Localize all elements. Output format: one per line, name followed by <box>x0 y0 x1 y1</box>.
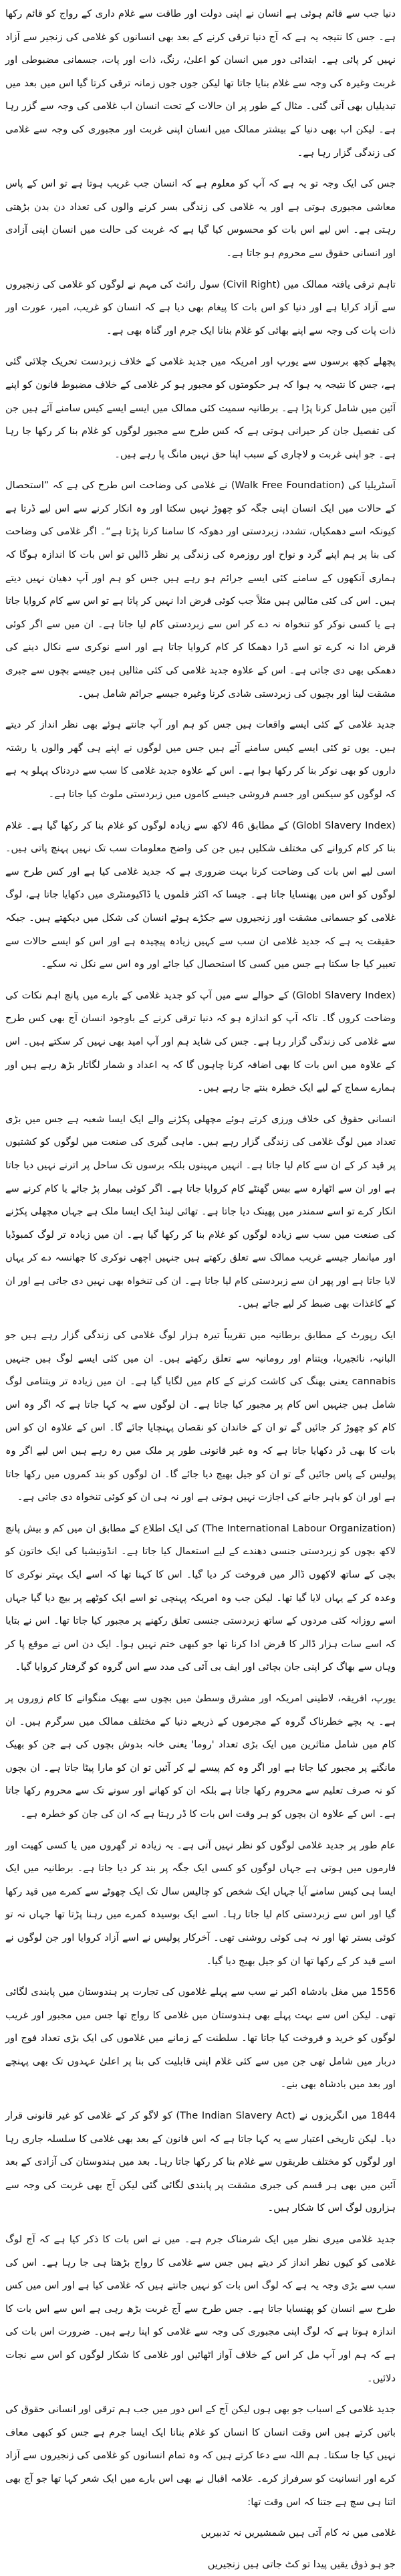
paragraph-five-points: (Globl Slavery Index) کے حوالے سے میں آپ کو جدید غلامی کے بارے میں پانچ اہم نکات کی وضاحت کروں گا۔ تاکہ آپ کو اندازہ ہو کہ دنیا ترقی کرنے کے باوجود انسان آج بھی کس طرح سے غلامی کی زندگی گزار رہا ہے۔ جس کی شاید ہم اور آپ امید بھی نہیں کر سکتے ہیں۔ اس کے علاوہ میں اس بات کا بھی اضافہ کرنا چاہوں گا کہ یہ اعداد و شمار لگاتار بڑھ رہے ہیں اور ہمارے سماج کے لیے ایک خطرہ بنتے جا رہے ہیں۔ <box>5 989 396 1094</box>
paragraph-poverty: جس کی ایک وجہ تو یہ ہے کہ آپ کو معلوم ہے کہ انسان جب غریب ہوتا ہے تو اس کے پاس معاشی مجبوری ہوتی ہے اور یہ غلامی کی زندگی بسر کرنے والوں کی تعداد دن بدن بڑھتی رہتی ہے۔ اس لیے اس بات کو محسوس کیا گیا ہے کہ غربت کی حالت میں انسان اپنی آزادی اور انسانی حقوق سے محروم ہو جاتا ہے۔ <box>5 178 396 259</box>
paragraph-history-1556: 1556 میں مغل بادشاہ اکبر نے سب سے پہلے غلاموں کی تجارت پر ہندوستان میں پابندی لگائی تھی۔ لیکن اس سے بہت پہلے بھی ہندوستان میں غلامی کا رواج تھا جس میں مجبور اور غریب لوگوں کو خرید و فروخت کیا جاتا تھا۔ سلطنت کے زمانے میں غلاموں کی ایک بڑی تعداد فوج اور دربار میں شامل تھی جن میں سے کئی غلام اپنی قابلیت کی بنا پر اعلیٰ عہدوں تک بھی پہنچے اور بعد میں بادشاہ بھی بنے۔ <box>5 1986 396 2090</box>
poem-line-2: جو ہو ذوق یقیں پیدا تو کٹ جاتی ہیں زنجیریں <box>207 2558 396 2570</box>
paragraph-hidden-slavery: عام طور پر جدید غلامی لوگوں کو نظر نہیں آتی ہے۔ یہ زیادہ تر گھروں میں یا کسی کھیت اور فارموں میں ہوتی ہے جہاں لوگوں کو کسی ایک جگہ پر بند کر دیا جاتا ہے۔ برطانیہ میں ایک ایسا ہی کیس سامنے آیا جہاں ایک شخص کو چالیس سال تک ایک چھوٹے سے کمرے میں قید رکھا گیا اور اس سے زبردستی کام لیا جاتا رہا۔ اسے ایک بوسیدہ کمرے میں رہنا پڑتا تھا جہاں نہ تو کوئی بستر تھا اور نہ ہی کوئی روشنی تھی۔ آخرکار پولیس نے اسے آزاد کروایا اور جن لوگوں نے اسے قید کر کے رکھا تھا ان کو جیل بھیج دیا گیا۔ <box>5 1839 396 1967</box>
paragraph-opinion: جدید غلامی میری نظر میں ایک شرمناک جرم ہے۔ میں نے اس بات کا ذکر کیا ہے کہ آج لوگ غلامی کو کیوں نظر انداز کر دیتے ہیں جس سے غلامی کا رواج بڑھتا ہی جا رہا ہے۔ اس کی سب سے بڑی وجہ یہ ہے کہ لوگ اس بات کو نہیں جانتے ہیں کہ غلامی کیا ہے اور اس میں کس طرح سے انسان کو پھنسایا جاتا ہے۔ جس طرح سے آج غربت بڑھ رہی ہے اس سے اس بات کا اندازہ ہوتا ہے کہ لوگ اپنی مجبوری کی وجہ سے غلامی کو اپنا رہے ہیں۔ ضرورت اس بات کی ہے کہ ہم اور آپ مل کر اس کے خلاف آواز اٹھائیں اور غلامی کا شکار لوگوں کو اس سے نجات دلائیں۔ <box>5 2234 396 2384</box>
paragraph-fishing-industry: انسانی حقوق کی خلاف ورزی کرتے ہوئے مچھلی پکڑنے والے ایک ایسا شعبہ ہے جس میں بڑی تعداد میں لوگ غلامی کی زندگی گزار رہے ہیں۔ ماہی گیری کی صنعت میں لوگوں کو کشتیوں پر قید کر کے ان سے کام لیا جاتا ہے۔ انہیں مہینوں بلکہ برسوں تک ساحل پر اترنے نہیں دیا جاتا ہے اور ان سے اٹھارہ سے بیس گھنٹے کام کروایا جاتا ہے۔ اگر کوئی بیمار پڑ جائے یا کام کرنے سے انکار کرے تو اسے سمندر میں پھینک دیا جاتا ہے۔ تھائی لینڈ ایک ایسا ملک ہے جہاں مچھلی پکڑنے کی صنعت میں سب سے زیادہ لوگوں کو غلام بنا کر رکھا گیا ہے۔ ان میں زیادہ تر لوگ کمبوڈیا اور میانمار جیسے غریب ممالک سے تعلق رکھتے ہیں جنہیں اچھی نوکری کا جھانسہ دے کر یہاں لایا جاتا ہے اور پھر ان سے زبردستی کام لیا جاتا ہے۔ ان کی تنخواہ بھی نہیں دی جاتی ہے اور ان کے کاغذات بھی ضبط کر لیے جاتے ہیں۔ <box>5 1113 396 1310</box>
poem-line-1: غلامی میں نہ کام آتی ہیں شمشیریں نہ تدبیریں <box>200 2527 396 2539</box>
paragraph-uk-cannabis: ایک رپورٹ کے مطابق برطانیہ میں تقریباً تیرہ ہزار لوگ غلامی کی زندگی گزار رہے ہیں جو البانیہ، نائجیریا، ویتنام اور رومانیہ سے تعلق رکھتے ہیں۔ ان میں کئی ایسے لوگ ہیں جنہیں cannabis یعنی بھنگ کی کاشت کرنے کے کام میں لگایا گیا ہے۔ ان میں زیادہ تر ویتنامی لوگ شامل ہیں جنہیں اس کام پر مجبور کیا جاتا ہے۔ ان لوگوں سے یہ کہا جاتا ہے کہ اگر وہ اس کام کو چھوڑ کر جائیں گے تو ان کے خاندان کو نقصان پہنچایا جائے گا۔ اس کے علاوہ ان کو اس بات کا بھی ڈر دکھایا جاتا ہے کہ وہ غیر قانونی طور پر ملک میں رہ رہے ہیں اس لیے اگر وہ پولیس کے پاس جائیں گے تو ان کو جیل بھیج دیا جائے گا۔ ان لوگوں کو بند کمروں میں رکھا جاتا ہے اور ان کو باہر جانے کی اجازت نہیں ہوتی ہے اور نہ ہی ان کو کوئی تنخواہ دی جاتی ہے۔ <box>5 1329 396 1503</box>
paragraph-global-index: (Globl Slavery Index) کے مطابق 46 لاکھ سے زیادہ لوگوں کو غلام بنا کر رکھا گیا ہے۔ غلام بنا کر کام کروانے کی مختلف شکلیں ہیں جن کی واضح معلومات سب تک نہیں پہنچ پاتی ہیں۔ اسی لیے اس بات کی وضاحت کرنا بہت ضروری ہے کہ جدید غلامی کیا ہے اور کس طرح سے لوگوں کو اس میں پھنسایا جاتا ہے۔ جیسا کہ اکثر فلموں یا ڈاکیومنٹری میں دکھایا جاتا ہے، لوگ غلامی کو جسمانی مشقت اور زنجیروں سے جکڑے ہوئے انسان کی شکل میں دیکھتے ہیں۔ جبکہ حقیقت یہ ہے کہ جدید غلامی ان سب سے کہیں زیادہ پیچیدہ ہے اور اس کو ایسے حالات سے تعبیر کیا جا سکتا ہے جس میں کسی کا استحصال کیا جائے اور وہ اس سے نکل نہ سکے۔ <box>5 819 396 970</box>
paragraph-campaigns: پچھلے کچھ برسوں سے یورپ اور امریکہ میں جدید غلامی کے خلاف زبردست تحریک چلائی گئی ہے، جس کا نتیجہ یہ ہوا کہ ہر حکومتوں کو مجبور ہو کر غلامی کے خلاف مضبوط قانون کو اپنے آئین میں شامل کرنا پڑا ہے۔ برطانیہ سمیت کئی ممالک میں ایسے ایسے کیس سامنے آئے ہیں جن کی تفصیل جان کر حیرانی ہوتی ہے کہ کس طرح سے مجبور لوگوں کو غلام بنا کر رکھا جا رہا ہے۔ جو اپنی غربت و لاچاری کے سبب اپنا حق نہیں مانگ پا رہے ہیں۔ <box>5 356 396 460</box>
paragraph-ignored-cases: جدید غلامی کے کئی ایسے واقعات ہیں جس کو ہم اور آپ جانتے ہوئے بھی نظر انداز کر دیتے ہیں۔ یوں تو کئی ایسے کیس سامنے آئے ہیں جس میں لوگوں نے اپنے ہی گھر والوں یا رشتہ داروں کو بھی نوکر بنا کر رکھا ہوا ہے۔ اس کے علاوہ جدید غلامی کا سب سے دردناک پہلو یہ ہے کہ لوگوں کو سیکس اور جسم فروشی جیسے کاموں میں زبردستی ملوث کیا جاتا ہے۔ <box>5 719 396 800</box>
paragraph-intro: دنیا جب سے قائم ہوئی ہے انسان نے اپنی دولت اور طاقت سے غلام داری کے رواج کو قائم رکھا ہے۔ جس کا نتیجہ یہ ہے کہ آج دنیا ترقی کرنے کے بعد بھی انسانوں کو غلامی کی زنجیر سے آزاد نہیں کر پائی ہے۔ ابتدائی دور میں انسان کو اعلیٰ، رنگ، ذات اور پات، جسمانی مضبوطی اور غربت وغیرہ کی وجہ سے غلام بنایا جاتا تھا لیکن جوں جوں زمانہ ترقی کرتا گیا اس میں بعد میں تبدیلیاں بھی آتی گئی۔ مثال کے طور پر ان حالات کے تحت انسان اب غلامی کی وجہ سے گزر رہا ہے۔ لیکن اب بھی دنیا کے بیشتر ممالک میں انسان اپنی غربت اور مجبوری کی وجہ سے غلامی کی زندگی گزار رہا ہے۔ <box>5 8 396 158</box>
paragraph-civil-rights: تاہم ترقی یافتہ ممالک میں (Civil Right) سول رائٹ کی مہم نے لوگوں کو غلامی کی زنجیروں سے آزاد کرایا ہے اور دنیا کو اس بات کا پیغام بھی دیا ہے کہ انسان کو غریب، امیر، عورت اور ذات پات کی وجہ سے اپنے بھائی کو غلام بنانا ایک جرم اور گناہ بھی ہے۔ <box>5 278 396 336</box>
paragraph-walk-free-definition: آسٹریلیا کی (Walk Free Foundation) نے غلامی کی وضاحت اس طرح کی ہے کہ ”استحصال کے حالات میں ایک انسان اپنی جگہ کو چھوڑ نہیں سکتا اور وہ انکار کرنے سے اس لیے ڈرتا ہے کیونکہ اسے دھمکیاں، تشدد، زبردستی اور دھوکہ کا سامنا کرنا پڑتا ہے“۔ اگر غلامی کی وضاحت کی بنا پر ہم اپنے گرد و نواح اور روزمرہ کی زندگی پر نظر ڈالیں تو اس بات کا اندازہ ہوگا کہ ہماری آنکھوں کے سامنے کئی ایسے جرائم ہو رہے ہیں جس کو ہم اور آپ دھیان نہیں دیتے ہیں۔ اس کی کئی مثالیں ہیں مثلاً جب کوئی قرض ادا نہیں کر پاتا ہے تو اس سے کام کروایا جاتا ہے یا کسی نوکر کو تنخواہ نہ دے کر اس سے زبردستی کام لیا جاتا ہے۔ ان میں سے اگر کوئی قرض ادا نہ کرے تو اسے ڈرا دھمکا کر کام کروایا جاتا ہے اور اسے نوکری سے نکال دینے کی دھمکی بھی دی جاتی ہے۔ اس کے علاوہ جدید غلامی کی کئی مثالیں ہیں جیسے بچوں سے جبری مشقت لینا اور بچیوں کی زبردستی شادی کرنا وغیرہ جیسے جرائم شامل ہیں۔ <box>5 479 396 700</box>
paragraph-child-begging: یورپ، افریقہ، لاطینی امریکہ اور مشرق وسطیٰ میں بچوں سے بھیک منگوانے کا کام زوروں پر ہے۔ یہ بچے خطرناک گروہ کے مجرموں کے ذریعے دنیا کے مختلف ممالک میں سرگرم ہیں۔ ان کام میں شامل متاثرین میں ایک بڑی تعداد 'روما' یعنی خانہ بدوش بچوں کی ہے جن کو بھیک مانگنے پر مجبور کیا جاتا ہے اور اگر وہ کم پیسے لے کر آئیں تو ان کو مارا پیٹا جاتا ہے۔ ان بچوں کو نہ صرف تعلیم سے محروم رکھا جاتا ہے بلکہ ان کو کھانے اور سونے تک سے محروم رکھا جاتا ہے۔ اس کے علاوہ ان بچوں کو ہر وقت اس بات کا ڈر رہتا ہے کہ ان کی جان کو خطرہ ہے۔ <box>5 1692 396 1820</box>
paragraph-ilo-report: (The International Labour Organization) کی ایک اطلاع کے مطابق ان میں کم و بیش پانچ لاکھ بچوں کو زبردستی جنسی دھندے کے لیے استعمال کیا جاتا ہے۔ انڈونیشیا کی ایک خاتون کو بچی کے ساتھ لاکھوں ڈالر میں فروخت کر دیا گیا۔ اس کا کہنا تھا کہ اسے ایک بہتر نوکری کا وعدہ کر کے یہاں لایا گیا تھا۔ لیکن جب وہ امریکہ پہنچی تو اسے ایک کوٹھے پر بیچ دیا گیا جہاں اسے روزانہ کئی مردوں کے ساتھ زبردستی جنسی تعلق رکھنے پر مجبور کیا جاتا تھا۔ اس نے بتایا کہ اسے سات ہزار ڈالر کا قرض ادا کرنا تھا جو کبھی ختم نہیں ہوا۔ ایک دن اس نے موقع پا کر وہاں سے بھاگ کر اپنی جان بچائی اور ایف بی آئی کی مدد سے اس گروہ کو گرفتار کروایا گیا۔ <box>5 1522 396 1673</box>
paragraph-conclusion: جدید غلامی کے اسباب جو بھی ہوں لیکن آج کے اس دور میں جب ہم ترقی اور انسانی حقوق کی باتیں کرتے ہیں اس وقت انسان کا انسان کو غلام بنانا ایک ایسا جرم ہے جس کو کبھی معاف نہیں کیا جا سکتا۔ ہم اللہ سے دعا کرتے ہیں کہ وہ تمام انسانوں کو غلامی کی زنجیروں سے آزاد کرے اور انسانیت کو سرفراز کرے۔ علامہ اقبال نے بھی اس بارے میں ایک شعر کہا تھا جو آج بھی اتنا ہی سچ ہے جتنا کہ اس وقت تھا: <box>5 2403 396 2508</box>
paragraph-history-1844: 1844 میں انگریزوں نے (The Indian Slavery Act) کو لاگو کر کے غلامی کو غیر قانونی قرار دیا۔ لیکن تاریخی اعتبار سے یہ کہا جاتا ہے کہ اس قانون کے بعد بھی غلامی کا سلسلہ جاری رہا اور لوگوں کو مختلف طریقوں سے غلام بنا کر رکھا جاتا رہا۔ بعد میں ہندوستان کی آزادی کے بعد آئین میں بھی ہر قسم کی جبری مشقت پر پابندی لگائی گئی لیکن آج بھی غربت کی وجہ سے ہزاروں لوگ اس کا شکار ہیں۔ <box>5 2110 396 2214</box>
